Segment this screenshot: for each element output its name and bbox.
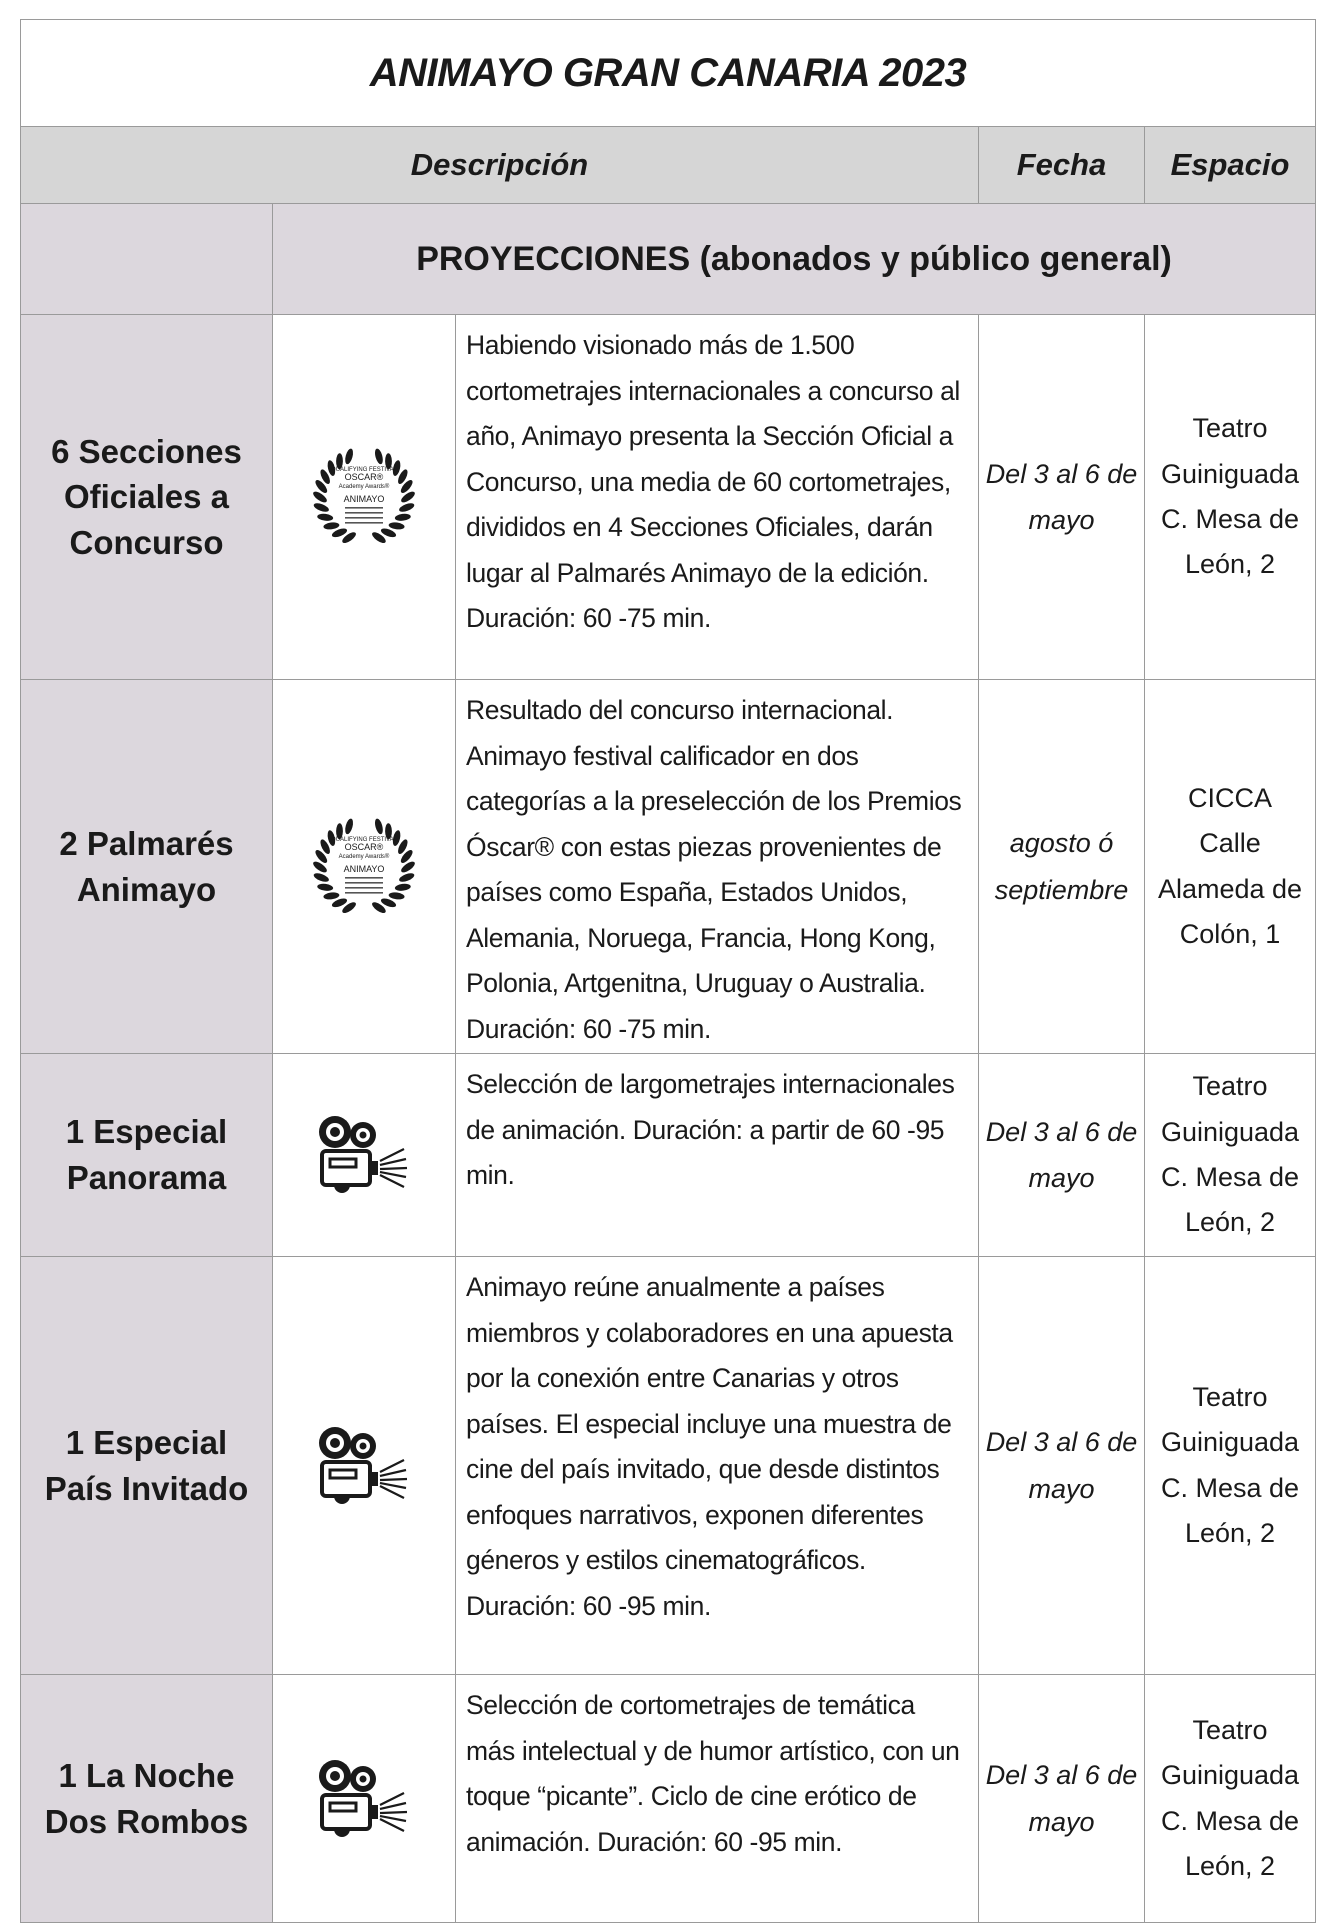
film-camera-icon — [314, 1755, 414, 1843]
row-description: Habiendo visionado más de 1.500 cortometrajes internacionales a concurso al año, Animayo presenta la Sección Oficial a Concurso, una media de 60 cortometrajes, divididos en 4 Secciones Oficiales, darán lugar al Palmarés Animayo de la edición. Duración: 60 -75 min. — [456, 315, 979, 680]
header-espacio: Espacio — [1145, 127, 1316, 204]
row-place: Teatro Guiniguada C. Mesa de León, 2 — [1145, 315, 1316, 680]
row-description: Animayo reúne anualmente a países miembros y colaboradores en una apuesta por la conexión entre Canarias y otros países. El especial incluye una muestra de cine del país invitado, que desde distintos enfoques narrativos, exponen diferentes géneros y estilos cinematográficos. Duración: 60 -95 min. — [456, 1257, 979, 1675]
row-date: Del 3 al 6 de mayo — [979, 1054, 1145, 1257]
row-name: 6 Secciones Oficiales a Concurso — [21, 315, 273, 680]
row-name: 1 Especial País Invitado — [21, 1257, 273, 1675]
svg-text:ANIMAYO: ANIMAYO — [343, 863, 385, 874]
row-description: Selección de cortometrajes de temática más intelectual y de humor artístico, con un toque “picante”. Ciclo de cine erótico de animación. Duración: 60 -95 min. — [456, 1675, 979, 1923]
row-name: 1 Especial Panorama — [21, 1054, 273, 1257]
program-table — [20, 19, 1316, 1923]
row-icon-cell — [273, 680, 456, 1054]
svg-text:ANIMAYO: ANIMAYO — [343, 494, 385, 504]
row-place: Teatro Guiniguada C. Mesa de León, 2 — [1145, 1675, 1316, 1923]
table-row — [21, 315, 1316, 680]
oscar-laurel-icon — [289, 817, 439, 917]
svg-text:QUALIFYING FESTIVAL: QUALIFYING FESTIVAL — [331, 836, 397, 843]
row-date: agosto ó septiembre — [979, 680, 1145, 1054]
film-camera-icon — [314, 1422, 414, 1510]
row-name: 1 La Noche Dos Rombos — [21, 1675, 273, 1923]
section-title: PROYECCIONES (abonados y público general) — [273, 204, 1316, 315]
row-place: CICCA Calle Alameda de Colón, 1 — [1145, 680, 1316, 1054]
header-descripcion: Descripción — [21, 127, 979, 204]
film-camera-icon — [314, 1111, 414, 1199]
oscar-laurel-icon — [289, 447, 439, 547]
row-icon-cell — [273, 1675, 456, 1923]
row-place: Teatro Guiniguada C. Mesa de León, 2 — [1145, 1257, 1316, 1675]
svg-text:Academy Awards®: Academy Awards® — [338, 853, 390, 860]
row-date: Del 3 al 6 de mayo — [979, 1675, 1145, 1923]
svg-text:QUALIFYING FESTIVAL: QUALIFYING FESTIVAL — [331, 467, 397, 473]
row-icon-cell — [273, 1054, 456, 1257]
svg-text:Academy Awards®: Academy Awards® — [338, 484, 390, 490]
table-row — [21, 680, 1316, 1054]
table-row — [21, 1675, 1316, 1923]
table-row — [21, 1257, 1316, 1675]
header-fecha: Fecha — [979, 127, 1145, 204]
row-icon-cell — [273, 1257, 456, 1675]
row-description: Selección de largometrajes internacionales de animación. Duración: a partir de 60 -95 min. — [456, 1054, 979, 1257]
row-place: Teatro Guiniguada C. Mesa de León, 2 — [1145, 1054, 1316, 1257]
section-spacer — [21, 204, 273, 315]
row-name: 2 Palmarés Animayo — [21, 680, 273, 1054]
page-title: ANIMAYO GRAN CANARIA 2023 — [21, 20, 1316, 127]
row-icon-cell — [273, 315, 456, 680]
svg-text:OSCAR®: OSCAR® — [344, 841, 384, 852]
program-sheet — [20, 19, 1315, 1912]
row-description: Resultado del concurso internacional. Animayo festival calificador en dos categorías a la preselección de los Premios Óscar® con estas piezas provenientes de países como España, Estados Unidos, Alemania, Noruega, Francia, Hong Kong, Polonia, Artgenitna, Uruguay o Australia. Duración: 60 -75 min. — [456, 680, 979, 1054]
row-date: Del 3 al 6 de mayo — [979, 1257, 1145, 1675]
row-date: Del 3 al 6 de mayo — [979, 315, 1145, 680]
table-row — [21, 1054, 1316, 1257]
svg-text:OSCAR®: OSCAR® — [344, 472, 384, 482]
